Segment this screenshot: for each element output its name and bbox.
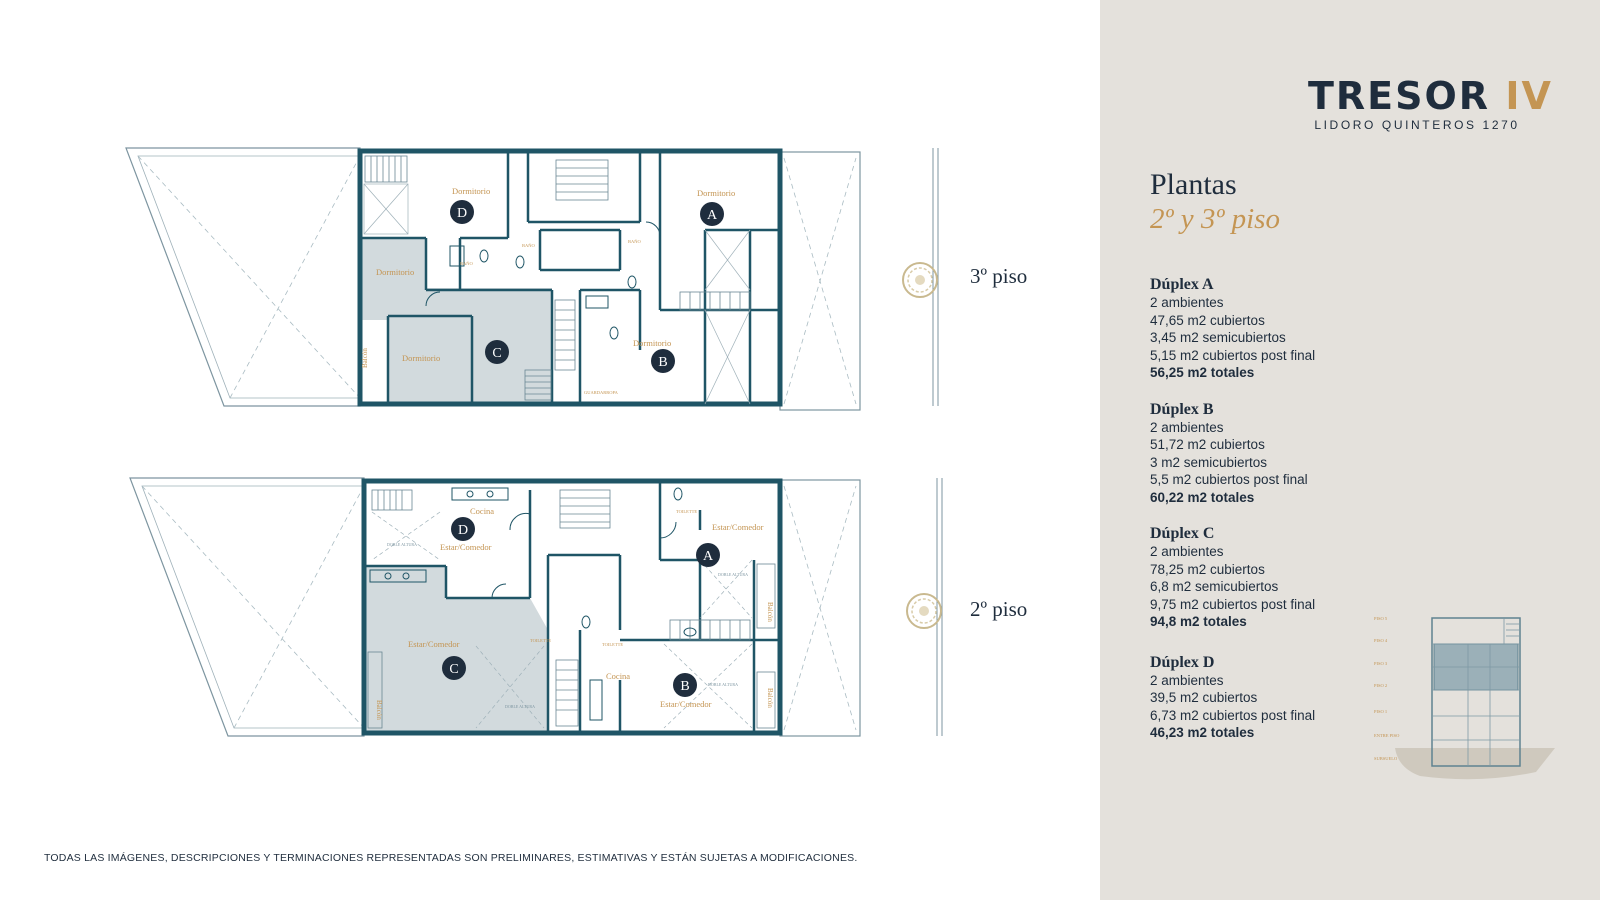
unit-name: Dúplex B bbox=[1150, 400, 1214, 418]
room-label: Cocina bbox=[470, 506, 495, 516]
room-label: GUARDARROPA bbox=[584, 390, 618, 395]
room-label: Dormitorio bbox=[633, 338, 672, 348]
unit-badge-b-3 bbox=[651, 349, 675, 373]
room-label: Balcón bbox=[361, 348, 369, 368]
tree-icon bbox=[903, 263, 937, 297]
svg-text:D: D bbox=[457, 523, 469, 538]
page-title: Plantas bbox=[1150, 168, 1237, 201]
room-label: BAÑO bbox=[460, 261, 473, 266]
room-label: Estar/Comedor bbox=[440, 542, 492, 552]
floor-label-2: 2º piso bbox=[970, 597, 1028, 621]
unit-badge-c-2 bbox=[442, 656, 466, 680]
unit-badge-a-2 bbox=[696, 543, 720, 567]
unit-detail: 5,15 m2 cubiertos post final bbox=[1150, 347, 1316, 363]
tree-icon bbox=[907, 594, 941, 628]
room-label: DOBLE ALTURA bbox=[505, 704, 535, 709]
level-label: PISO 5 bbox=[1374, 616, 1388, 621]
unit-detail: 6,73 m2 cubiertos post final bbox=[1150, 707, 1316, 723]
unit-detail: 51,72 m2 cubiertos bbox=[1150, 437, 1265, 452]
level-label: PISO 1 bbox=[1374, 709, 1388, 714]
level-label: SUBSUELO bbox=[1374, 756, 1398, 761]
room-label: TOILETTE bbox=[530, 638, 552, 643]
svg-text:B: B bbox=[680, 679, 690, 694]
room-label: TOILETTE bbox=[602, 642, 624, 647]
level-label: PISO 3 bbox=[1374, 661, 1388, 666]
unit-detail: 3 m2 semicubiertos bbox=[1150, 454, 1268, 470]
svg-text:D: D bbox=[456, 206, 468, 221]
room-label: Balcón bbox=[766, 602, 774, 622]
room-label: Estar/Comedor bbox=[408, 639, 460, 649]
svg-text:A: A bbox=[702, 549, 714, 564]
brand-name: TRESOR IV bbox=[1308, 74, 1553, 118]
level-label: PISO 4 bbox=[1374, 638, 1388, 643]
room-label: Dormitorio bbox=[402, 353, 441, 363]
unit-detail: 3,45 m2 semicubiertos bbox=[1150, 330, 1286, 345]
unit-badge-d-3 bbox=[450, 200, 474, 224]
unit-detail: 2 ambientes bbox=[1150, 544, 1224, 559]
svg-text:B: B bbox=[658, 355, 668, 370]
unit-badge-d-2 bbox=[451, 517, 475, 541]
unit-total: 46,23 m2 totales bbox=[1150, 725, 1255, 740]
unit-badge-b-2 bbox=[673, 673, 697, 697]
level-label: PISO 2 bbox=[1374, 683, 1388, 688]
room-label: DOBLE ALTURA bbox=[708, 682, 738, 687]
unit-badge-c-3 bbox=[485, 340, 509, 364]
unit-detail: 6,8 m2 semicubiertos bbox=[1150, 579, 1279, 594]
unit-detail: 47,65 m2 cubiertos bbox=[1150, 312, 1265, 328]
room-label: Dormitorio bbox=[376, 267, 415, 277]
terrace-left bbox=[126, 148, 360, 406]
terrace-left bbox=[130, 478, 364, 736]
unit-name: Dúplex A bbox=[1150, 276, 1214, 293]
svg-text:A: A bbox=[706, 208, 718, 223]
unit-detail: 5,5 m2 cubiertos post final bbox=[1150, 472, 1308, 487]
floor-plan-2 bbox=[130, 478, 942, 736]
room-label: Dormitorio bbox=[697, 188, 736, 198]
room-label: TOILETTE bbox=[676, 509, 698, 514]
room-label: BAÑO bbox=[522, 243, 535, 248]
svg-text:C: C bbox=[449, 662, 459, 677]
room-label: Balcón bbox=[766, 688, 774, 708]
svg-text:C: C bbox=[492, 346, 502, 361]
room-label: Dormitorio bbox=[452, 186, 491, 196]
unit-detail: 2 ambientes bbox=[1150, 672, 1224, 688]
room-label: DOBLE ALTURA bbox=[387, 542, 417, 547]
floor-plan-3 bbox=[126, 148, 938, 410]
unit-detail: 2 ambientes bbox=[1150, 295, 1224, 310]
room-label: Cocina bbox=[606, 671, 631, 681]
unit-total: 94,8 m2 totales bbox=[1150, 614, 1247, 629]
building-section-diagram bbox=[1374, 616, 1555, 779]
room-label: Estar/Comedor bbox=[712, 522, 764, 532]
unit-name: Dúplex C bbox=[1150, 525, 1215, 542]
room-label: BAÑO bbox=[628, 239, 641, 244]
page-subtitle: 2º y 3º piso bbox=[1150, 203, 1280, 235]
disclaimer: TODAS LAS IMÁGENES, DESCRIPCIONES Y TERMINACIONES REPRESENTADAS SON PRELIMINARES, ESTIMATIVAS Y ESTÁN SUJETAS A MODIFICACIONES. bbox=[44, 852, 858, 864]
unit-total: 56,25 m2 totales bbox=[1150, 365, 1255, 380]
room-label: DOBLE ALTURA bbox=[718, 572, 748, 577]
unit-total: 60,22 m2 totales bbox=[1150, 489, 1255, 505]
room-label: Estar/Comedor bbox=[660, 699, 712, 709]
unit-detail: 2 ambientes bbox=[1150, 419, 1224, 435]
unit-detail: 78,25 m2 cubiertos bbox=[1150, 561, 1265, 577]
unit-badge-a-3 bbox=[700, 202, 724, 226]
level-label: ENTRE PISO bbox=[1374, 733, 1400, 738]
unit-detail: 39,5 m2 cubiertos bbox=[1150, 690, 1258, 705]
unit-detail: 9,75 m2 cubiertos post final bbox=[1150, 596, 1316, 612]
room-label: Balcón bbox=[375, 700, 383, 720]
floor-label-3: 3º piso bbox=[970, 264, 1028, 288]
unit-name: Dúplex D bbox=[1150, 653, 1215, 671]
brand-address: LIDORO QUINTEROS 1270 bbox=[1314, 118, 1520, 132]
